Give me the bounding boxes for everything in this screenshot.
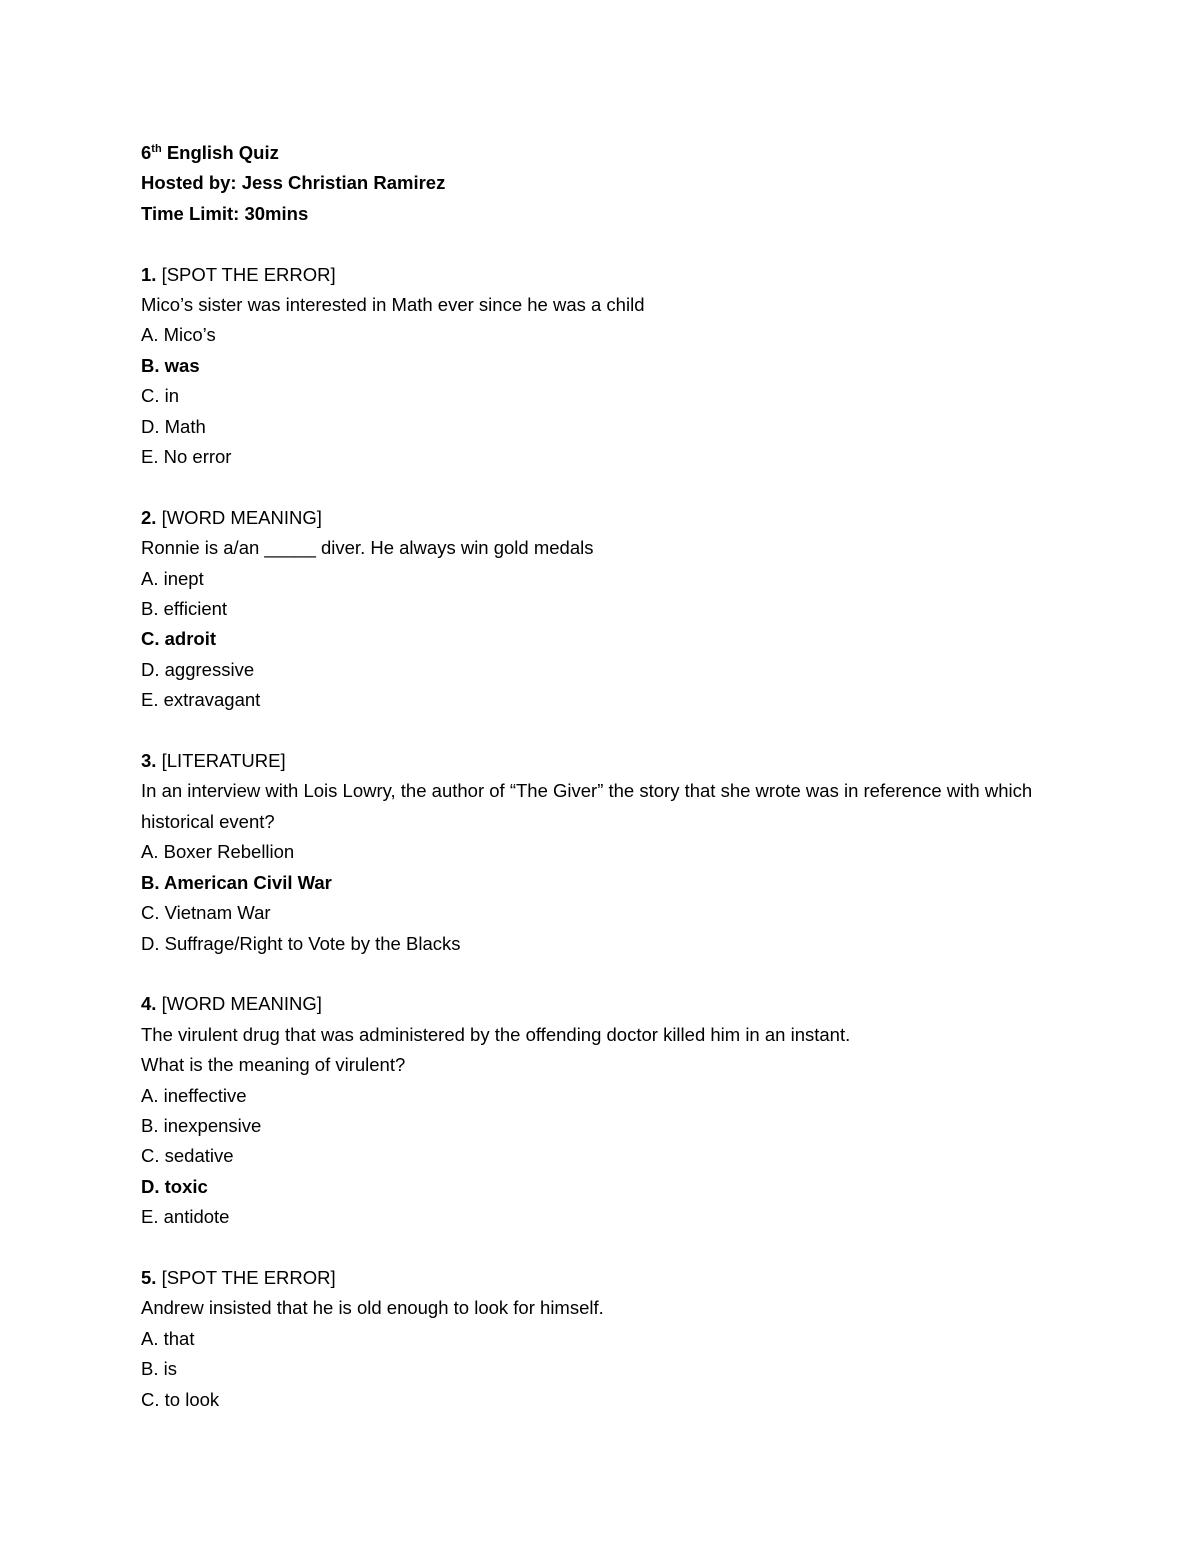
question-number: 4.: [141, 993, 162, 1015]
question-header: [141, 1263, 1101, 1293]
question-prompt: Andrew insisted that he is old enough to look for himself.: [141, 1297, 604, 1319]
answer-option-correct: D. toxic: [141, 1175, 208, 1197]
title-number: 6: [141, 142, 152, 163]
question-4: [141, 989, 1101, 1232]
quiz-host: Hosted by: Jess Christian Ramirez: [141, 172, 446, 194]
question-spacer: [141, 959, 1101, 989]
question-prompt: Ronnie is a/an _____ diver. He always win gold medals: [141, 537, 594, 559]
answer-option: D. Math: [141, 415, 206, 437]
question-category: [SPOT THE ERROR]: [161, 263, 336, 285]
question-number: 5.: [141, 1266, 162, 1288]
answer-option: A. Mico’s: [141, 324, 216, 346]
title-text: English Quiz: [161, 142, 279, 163]
answer-option: A. ineffective: [141, 1084, 247, 1106]
question-spacer: [141, 229, 1101, 259]
answer-option: B. efficient: [141, 598, 228, 620]
answer-option: E. No error: [141, 446, 232, 468]
question-2: [141, 503, 1101, 716]
question-prompt: Mico’s sister was interested in Math ever since he was a child: [141, 294, 645, 316]
question-number: 2.: [141, 506, 162, 528]
question-header: [141, 746, 1101, 776]
question-category: [WORD MEANING]: [161, 993, 322, 1015]
answer-option: C. to look: [141, 1388, 220, 1410]
question-header: [141, 503, 1101, 533]
question-3: [141, 746, 1101, 959]
question-spacer: [141, 716, 1101, 746]
question-subprompt: What is the meaning of virulent?: [141, 1054, 406, 1076]
answer-option: A. that: [141, 1327, 195, 1349]
answer-option: D. aggressive: [141, 658, 255, 680]
answer-option: B. inexpensive: [141, 1114, 262, 1136]
question-5: [141, 1263, 1101, 1415]
page-title: [141, 138, 1101, 168]
answer-option: E. extravagant: [141, 689, 261, 711]
answer-option-correct: B. American Civil War: [141, 871, 332, 893]
question-category: [WORD MEANING]: [161, 506, 322, 528]
question-number: 3.: [141, 750, 162, 772]
answer-option: E. antidote: [141, 1206, 230, 1228]
answer-option-correct: B. was: [141, 354, 200, 376]
question-spacer: [141, 472, 1101, 502]
answer-option: A. inept: [141, 567, 204, 589]
quiz-time-limit: Time Limit: 30mins: [141, 202, 309, 224]
question-category: [LITERATURE]: [161, 750, 286, 772]
quiz-document: [141, 138, 1101, 1415]
answer-option: C. in: [141, 385, 180, 407]
question-prompt: The virulent drug that was administered by the offending doctor killed him in an instant.: [141, 1023, 851, 1045]
answer-option: C. Vietnam War: [141, 902, 271, 924]
question-spacer: [141, 1233, 1101, 1263]
answer-option: B. is: [141, 1358, 177, 1380]
question-number: 1.: [141, 263, 162, 285]
answer-option-correct: C. adroit: [141, 628, 217, 650]
question-header: [141, 989, 1101, 1019]
question-category: [SPOT THE ERROR]: [161, 1266, 336, 1288]
answer-option: D. Suffrage/Right to Vote by the Blacks: [141, 932, 461, 954]
answer-option: C. sedative: [141, 1145, 234, 1167]
question-list: [141, 229, 1101, 1415]
question-prompt: In an interview with Lois Lowry, the author of “The Giver” the story that she wrote was in reference with which historical event?: [141, 780, 1033, 832]
title-ordinal-suffix: th: [151, 142, 162, 155]
question-header: [141, 260, 1101, 290]
answer-option: A. Boxer Rebellion: [141, 841, 295, 863]
question-1: [141, 260, 1101, 473]
